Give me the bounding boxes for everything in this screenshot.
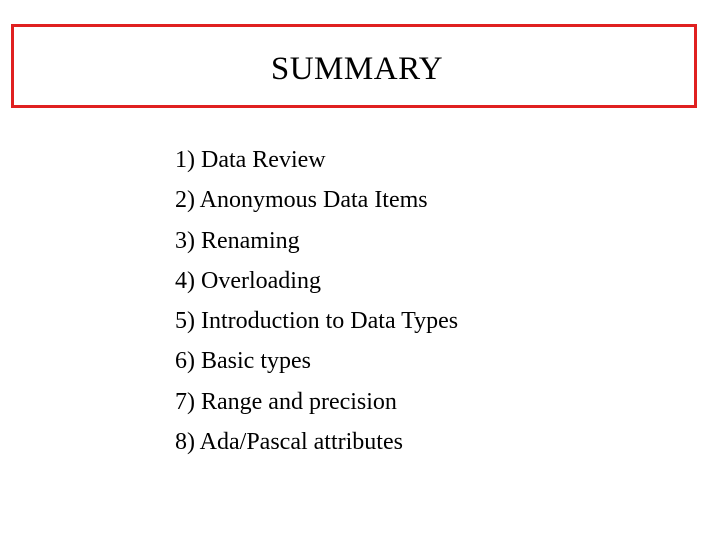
list-item: 4) Overloading bbox=[175, 267, 321, 294]
slide-title: SUMMARY bbox=[270, 51, 444, 87]
list-item: 6) Basic types bbox=[175, 348, 311, 375]
list-item: 7) Range and precision bbox=[175, 388, 397, 415]
list-item: 1) Data Review bbox=[175, 147, 326, 173]
summary-list bbox=[175, 140, 458, 462]
list-item: 2) Anonymous Data Items bbox=[175, 187, 428, 214]
title-box bbox=[11, 24, 697, 108]
list-item: 8) Ada/Pascal attributes bbox=[175, 429, 403, 456]
list-item: 3) Renaming bbox=[175, 227, 300, 254]
list-item: 5) Introduction to Data Types bbox=[175, 308, 459, 335]
